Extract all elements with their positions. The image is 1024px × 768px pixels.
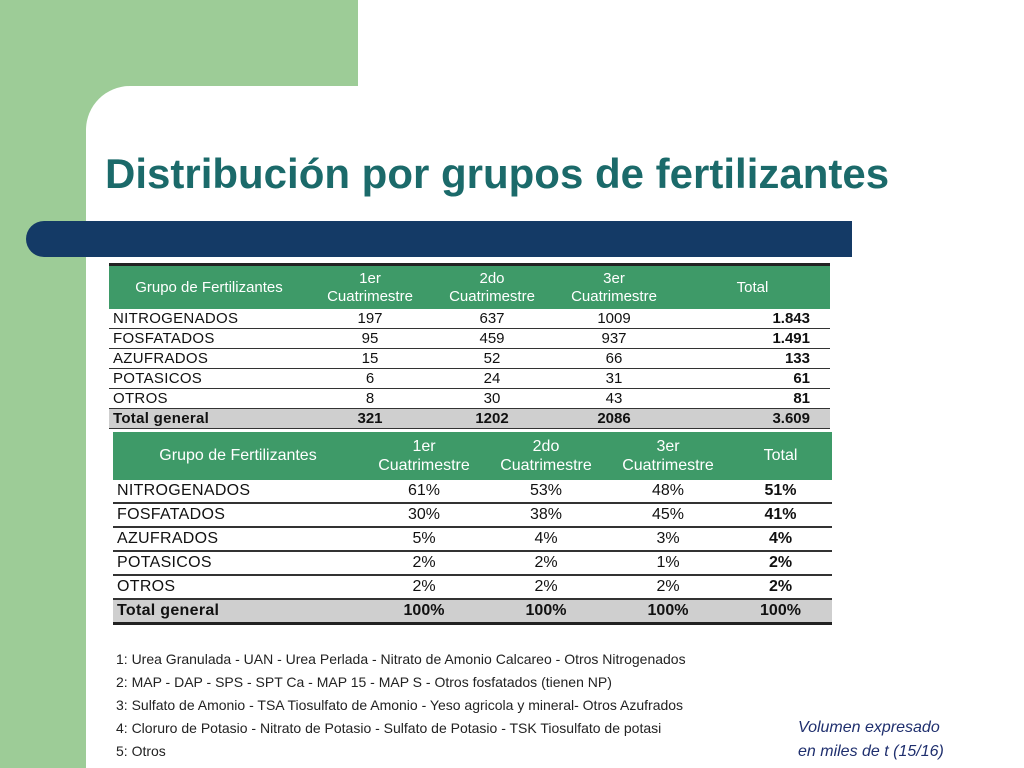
cell-group: NITROGENADOS	[109, 309, 309, 329]
unit-note-line-1: Volumen expresado	[798, 719, 940, 736]
cell-group: OTROS	[113, 575, 363, 599]
unit-note-line-2: en miles de t (15/16)	[798, 743, 944, 760]
cell-total: 1.843	[675, 309, 830, 329]
footnote-3: 3: Sulfato de Amonio - TSA Tiosulfato de Amonio - Yeso agricola y mineral- Otros Azufrados	[116, 697, 684, 713]
cell-q1: 15	[309, 349, 431, 369]
cell-q2: 53%	[485, 480, 607, 503]
percent-table	[113, 432, 832, 625]
cell-total: 41%	[729, 503, 832, 527]
col-header-total: Total	[675, 265, 830, 310]
cell-q3: 31	[553, 369, 675, 389]
cell-q3: 66	[553, 349, 675, 369]
col-header-q1: 1er Cuatrimestre	[363, 432, 485, 480]
table-row	[113, 551, 832, 575]
cell-q2: 38%	[485, 503, 607, 527]
footnote-1: 1: Urea Granulada - UAN - Urea Perlada - Nitrato de Amonio Calcareo - Otros Nitrogenados	[116, 651, 686, 667]
cell-q3: 937	[553, 329, 675, 349]
cell-q1: 95	[309, 329, 431, 349]
cell-group: FOSFATADOS	[113, 503, 363, 527]
cell-q2: 637	[431, 309, 553, 329]
volume-table	[109, 263, 830, 429]
cell-q3: 100%	[607, 599, 729, 624]
table-row	[109, 369, 830, 389]
cell-q1: 6	[309, 369, 431, 389]
slide-title: Distribución por grupos de fertilizantes	[105, 150, 890, 197]
table-header-row	[113, 432, 832, 480]
cell-group: POTASICOS	[113, 551, 363, 575]
title-underline-bar	[26, 221, 852, 257]
cell-q2: 2%	[485, 575, 607, 599]
cell-q3: 1%	[607, 551, 729, 575]
col-header-group: Grupo de Fertilizantes	[109, 265, 309, 310]
col-header-total: Total	[729, 432, 832, 480]
cell-q1: 197	[309, 309, 431, 329]
table-row	[109, 329, 830, 349]
cell-group: AZUFRADOS	[113, 527, 363, 551]
cell-q2: 24	[431, 369, 553, 389]
cell-group: OTROS	[109, 389, 309, 409]
cell-total: 133	[675, 349, 830, 369]
cell-group: AZUFRADOS	[109, 349, 309, 369]
cell-total: 3.609	[675, 409, 830, 429]
cell-q2: 1202	[431, 409, 553, 429]
cell-q3: 3%	[607, 527, 729, 551]
unit-note	[798, 716, 944, 764]
cell-group: FOSFATADOS	[109, 329, 309, 349]
footnotes	[116, 648, 686, 763]
col-header-q1: 1er Cuatrimestre	[309, 265, 431, 310]
cell-group: POTASICOS	[109, 369, 309, 389]
cell-q2: 2%	[485, 551, 607, 575]
col-header-q3: 3er Cuatrimestre	[553, 265, 675, 310]
table-row	[113, 503, 832, 527]
col-header-q2: 2do Cuatrimestre	[431, 265, 553, 310]
cell-total: 1.491	[675, 329, 830, 349]
table-row	[109, 389, 830, 409]
cell-group: Total general	[109, 409, 309, 429]
cell-q1: 30%	[363, 503, 485, 527]
cell-q1: 2%	[363, 551, 485, 575]
table-row	[113, 527, 832, 551]
col-header-q3: 3er Cuatrimestre	[607, 432, 729, 480]
cell-total: 100%	[729, 599, 832, 624]
cell-total: 2%	[729, 575, 832, 599]
cell-q1: 321	[309, 409, 431, 429]
table-total-row	[109, 409, 830, 429]
cell-q2: 459	[431, 329, 553, 349]
cell-total: 4%	[729, 527, 832, 551]
cell-q3: 43	[553, 389, 675, 409]
cell-q2: 52	[431, 349, 553, 369]
cell-q1: 8	[309, 389, 431, 409]
table-header-row	[109, 265, 830, 310]
cell-q3: 1009	[553, 309, 675, 329]
cell-q2: 4%	[485, 527, 607, 551]
cell-total: 2%	[729, 551, 832, 575]
cell-q1: 61%	[363, 480, 485, 503]
cell-q2: 30	[431, 389, 553, 409]
col-header-group: Grupo de Fertilizantes	[113, 432, 363, 480]
table-row	[113, 480, 832, 503]
cell-group: NITROGENADOS	[113, 480, 363, 503]
col-header-q2: 2do Cuatrimestre	[485, 432, 607, 480]
table-total-row	[113, 599, 832, 624]
footnote-5: 5: Otros	[116, 743, 166, 759]
cell-q1: 5%	[363, 527, 485, 551]
table-row	[109, 349, 830, 369]
cell-q3: 2%	[607, 575, 729, 599]
cell-total: 81	[675, 389, 830, 409]
cell-q3: 2086	[553, 409, 675, 429]
cell-q1: 2%	[363, 575, 485, 599]
cell-total: 61	[675, 369, 830, 389]
cell-q1: 100%	[363, 599, 485, 624]
cell-q3: 45%	[607, 503, 729, 527]
footnote-2: 2: MAP - DAP - SPS - SPT Ca - MAP 15 - MAP S - Otros fosfatados (tienen NP)	[116, 674, 612, 690]
cell-q3: 48%	[607, 480, 729, 503]
cell-group: Total general	[113, 599, 363, 624]
table-row	[109, 309, 830, 329]
table-row	[113, 575, 832, 599]
footnote-4: 4: Cloruro de Potasio - Nitrato de Potasio - Sulfato de Potasio - TSK Tiosulfato de potasi	[116, 720, 662, 736]
cell-total: 51%	[729, 480, 832, 503]
cell-q2: 100%	[485, 599, 607, 624]
